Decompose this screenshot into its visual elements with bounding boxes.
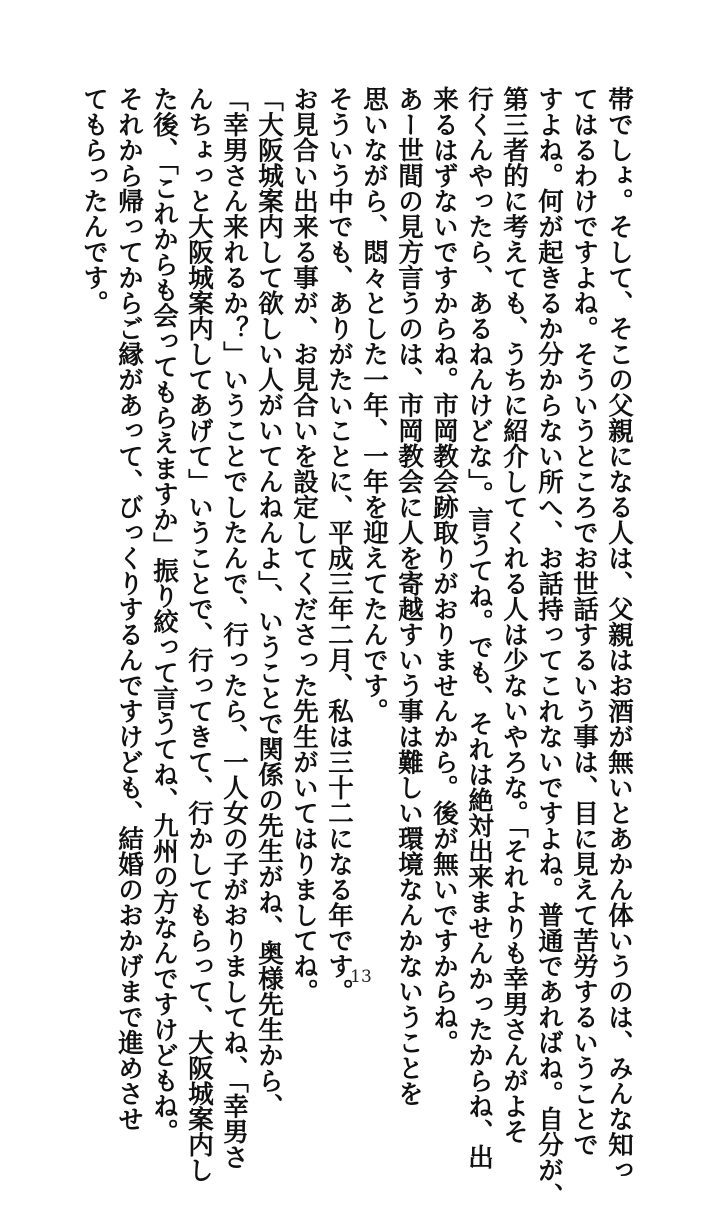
text-line: 「大阪城案内して欲しい人がいてんねんよ」、いうことで関係の先生がね、奥様先生から、 (254, 86, 284, 1119)
text-line: 行くんやったら、あるねんけどな」。言うてね。でも、それは絶対出来ませんかったからね、出 (464, 86, 494, 1170)
text-line: 帯でしょ。そして、そこの父親になる人は、父親はお酒が無いとあかん体いうのは、みんな知っ (604, 86, 634, 1183)
text-line: た後、「これからも会ってもらえますか」振り絞って言うてね、九州の方なんですけどもね。 (149, 86, 179, 1145)
text-line: 思いながら、悶々とした一年、一年を迎えてたんです。 (359, 86, 389, 724)
text-line: それから帰ってからご縁があって、びっくりするんですけども、結婚のおかげまで進めさせ (114, 86, 144, 1132)
text-line: すよね。何が起きるか分からない所へ、お話持ってこれないですよね。普通であればね。自分が、 (534, 86, 564, 1208)
text-line: てもらったんです。 (79, 86, 109, 316)
page-number: 13 (350, 967, 372, 987)
text-line: 来るはずないですからね。市岡教会跡取りがおりませんから。後が無いですからね。 (429, 86, 459, 1055)
text-line: 「幸男さん来れるか？」いうことでしたんで、行ったら、一人女の子がおりましてね、「幸男さ (219, 86, 249, 1170)
text-line: そういう中でも、ありがたいことに、平成三年二月、私は三十二になる年です。 (324, 86, 354, 1004)
text-line: てはるわけですよね。そういうところでお世話するいう事は、目に見えて苦労するいうことで (569, 86, 599, 1157)
text-line: あー世間の見方言うのは、市岡教会に人を寄越すいう事は難しい環境なんかないうことを (394, 86, 424, 1106)
text-line: 第三者的に考えても、うちに紹介してくれる人は少ないやろな。「それよりも幸男さんがよそ (499, 86, 529, 1145)
text-line: お見合い出来る事が、お見合いを設定してくださった先生がいてはりましてね。 (289, 86, 319, 1004)
text-line: んちょっと大阪城案内してあげて」いうことで、行ってきて、行かしてもらって、大阪城案内し (184, 86, 214, 1183)
